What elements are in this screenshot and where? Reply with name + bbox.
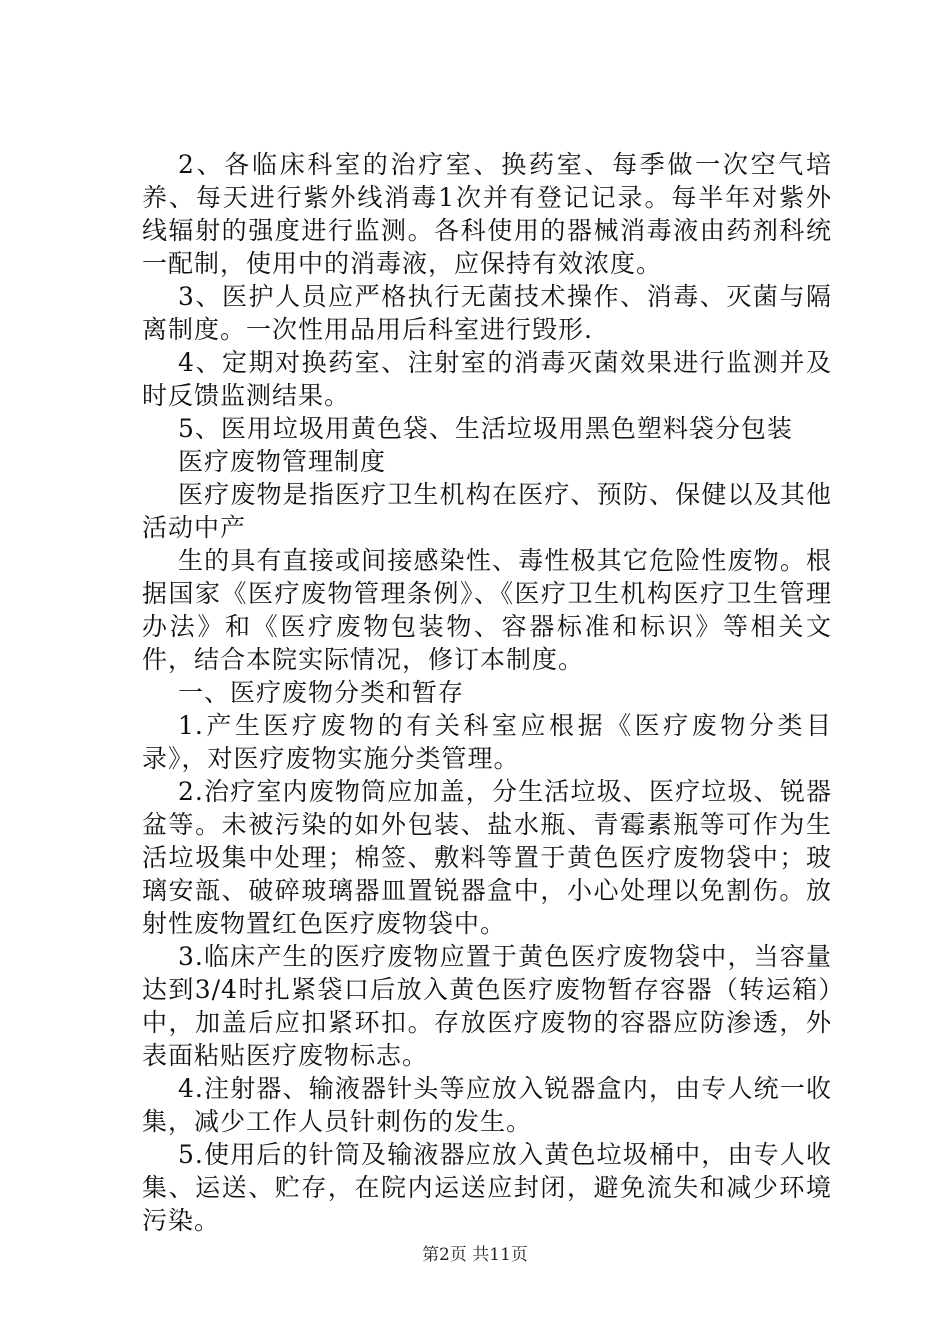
paragraph-definition: 医疗废物是指医疗卫生机构在医疗、预防、保健以及其他活动中产 [142, 480, 832, 542]
paragraph-item-1: 1.产生医疗废物的有关科室应根据《医疗废物分类目录》，对医疗废物实施分类管理。 [142, 711, 832, 773]
paragraph-item-2: 2.治疗室内废物筒应加盖，分生活垃圾、医疗垃圾、锐器盆等。未被污染的如外包装、盐水瓶、青霉素瓶等可作为生活垃圾集中处理；棉签、敷料等置于黄色医疗废物袋中；玻璃安瓿、破碎玻璃器皿置锐器盒中，小心处理以免割伤。放射性废物置红色医疗废物袋中。 [142, 777, 832, 938]
page-number: 第2页 共11页 [422, 1245, 528, 1265]
paragraph-item-4: 4.注射器、输液器针头等应放入锐器盒内，由专人统一收集，减少工作人员针刺伤的发生。 [142, 1074, 832, 1136]
paragraph-item-5: 5.使用后的针筒及输液器应放入黄色垃圾桶中，由专人收集、运送、贮存，在院内运送应封闭，避免流失和减少环境污染。 [142, 1140, 832, 1235]
paragraph-aseptic-technique: 3、医护人员应严格执行无菌技术操作、消毒、灭菌与隔离制度。一次性用品用后科室进行毁形. [142, 282, 832, 344]
section-heading-classification: 一、医疗废物分类和暂存 [178, 678, 465, 707]
section-title-medical-waste: 医疗废物管理制度 [178, 447, 387, 476]
paragraph-item-3: 3.临床产生的医疗废物应置于黄色医疗废物袋中，当容量达到3/4时扎紧袋口后放入黄色医疗废物暂存容器（转运箱）中，加盖后应扣紧环扣。存放医疗废物的容器应防渗透，外表面粘贴医疗废物标志。 [142, 942, 832, 1070]
paragraph-waste-bags: 5、医用垃圾用黄色袋、生活垃圾用黑色塑料袋分包装 [178, 414, 793, 443]
paragraph-definition-continued: 生的具有直接或间接感染性、毒性极其它危险性废物。根据国家《医疗废物管理条例》、《医疗卫生机构医疗卫生管理办法》和《医疗废物包装物、容器标准和标识》等相关文件，结合本院实际情况，修订本制度。 [142, 546, 832, 674]
paragraph-uv-disinfection: 2、各临床科室的治疗室、换药室、每季做一次空气培养、每天进行紫外线消毒1次并有登记记录。每半年对紫外线辐射的强度进行监测。各科使用的器械消毒液由药剂科统一配制，使用中的消毒液，应保持有效浓度。 [142, 150, 832, 278]
paragraph-monitoring: 4、定期对换药室、注射室的消毒灭菌效果进行监测并及时反馈监测结果。 [142, 348, 832, 410]
document-body [142, 148, 832, 1237]
